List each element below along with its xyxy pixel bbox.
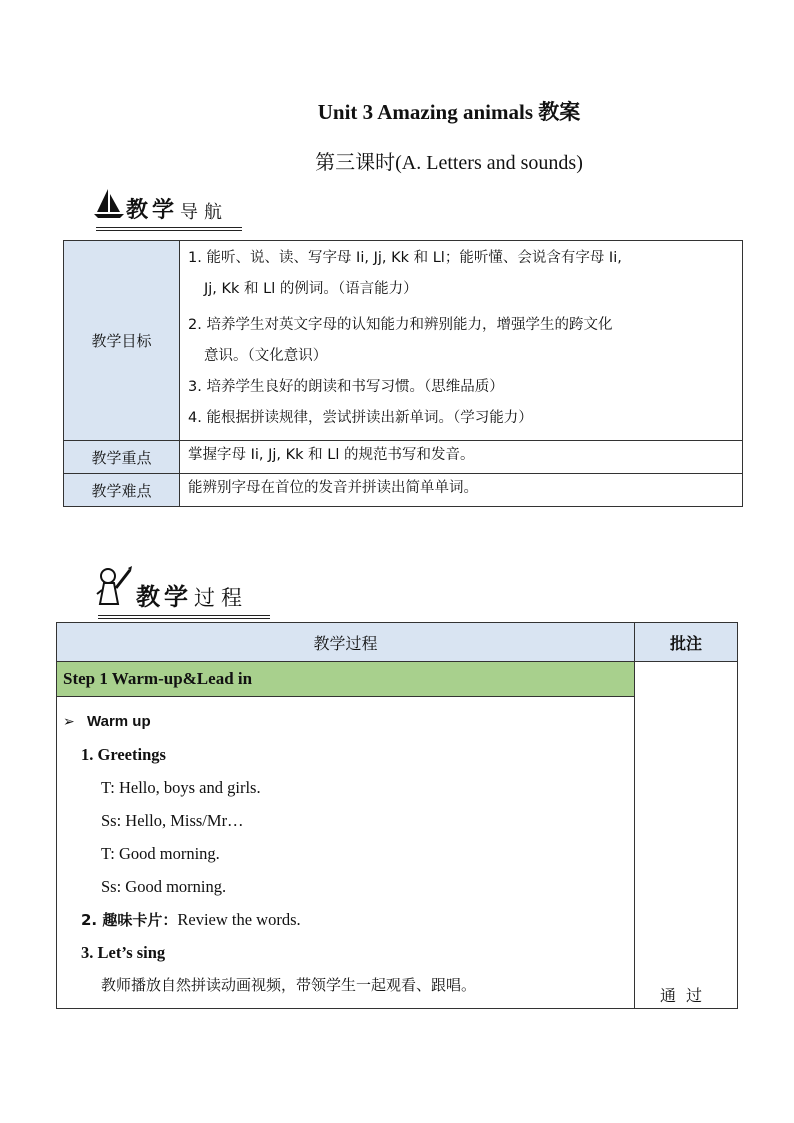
goal-line: 4. 能根据拼读规律，尝试拼读出新单词。（学习能力） xyxy=(188,410,533,426)
goals-label: 教学目标 xyxy=(64,241,180,441)
dialogue-line: T: Good morning. xyxy=(101,844,220,863)
difficulties-label: 教学难点 xyxy=(64,474,180,507)
lets-sing-heading: 3. Let’s sing xyxy=(81,943,166,962)
fun-cards-item xyxy=(63,903,634,936)
banner-bold-text: 教学 xyxy=(126,198,179,223)
warm-up-label: Warm up xyxy=(87,713,151,730)
fun-cards-text: Review the words. xyxy=(177,910,301,929)
pencil-figure-icon xyxy=(94,564,136,612)
document-subtitle: 第三课时(A. Letters and sounds) xyxy=(315,152,583,174)
lets-sing-description: 教师播放自然拼读动画视频，带领学生一起观看、跟唱。 xyxy=(101,976,477,994)
teaching-process-table xyxy=(56,622,738,1009)
process-column-header: 教学过程 xyxy=(57,623,635,662)
fun-cards-label: 2. 趣味卡片： xyxy=(81,911,178,929)
warm-up-item xyxy=(63,705,634,738)
goal-line: 1. 能听、说、读、写字母 Ii, Jj, Kk 和 Ll；能听懂、会说含有字母 Ii, xyxy=(188,250,622,266)
notes-column-header: 批注 xyxy=(635,623,738,662)
goal-line: Jj, Kk 和 Ll 的例词。（语言能力） xyxy=(204,281,418,297)
notes-cell: 通过 xyxy=(635,662,738,1009)
banner-underline-2 xyxy=(96,230,242,231)
banner-underline xyxy=(98,615,270,616)
key-points-label: 教学重点 xyxy=(64,441,180,474)
dialogue-line: Ss: Good morning. xyxy=(101,877,227,896)
dialogue-line: Ss: Hello, Miss/Mr… xyxy=(101,811,244,830)
goal-line: 意识。（文化意识） xyxy=(204,348,328,364)
teaching-objectives-table xyxy=(63,240,743,507)
goal-line: 2. 培养学生对英文字母的认知能力和辨别能力，增强学生的跨文化 xyxy=(188,317,613,333)
teaching-navigation-banner xyxy=(92,188,244,224)
banner-bold-text: 教学 xyxy=(136,583,192,611)
sailboat-icon xyxy=(92,186,126,224)
difficulties-text: 能辨别字母在首位的发音并拼读出简单单词。 xyxy=(180,474,743,507)
banner-light-text: 过程 xyxy=(194,586,248,610)
banner-underline-2 xyxy=(98,618,270,619)
banner-light-text: 导航 xyxy=(180,202,229,223)
goal-line: 3. 培养学生良好的朗读和书写习惯。（思维品质） xyxy=(188,379,504,395)
teaching-process-banner xyxy=(94,568,270,612)
step-1-body xyxy=(57,697,635,1009)
step-1-heading: Step 1 Warm-up&Lead in xyxy=(57,662,635,697)
arrow-bullet-icon: ➢ xyxy=(63,714,75,730)
document-title: Unit 3 Amazing animals 教案 xyxy=(317,100,581,124)
greetings-heading: 1. Greetings xyxy=(81,745,166,764)
dialogue-line: T: Hello, boys and girls. xyxy=(101,778,261,797)
goals-cell xyxy=(180,241,743,441)
banner-underline xyxy=(96,227,242,228)
key-points-text: 掌握字母 Ii, Jj, Kk 和 Ll 的规范书写和发音。 xyxy=(180,441,743,474)
